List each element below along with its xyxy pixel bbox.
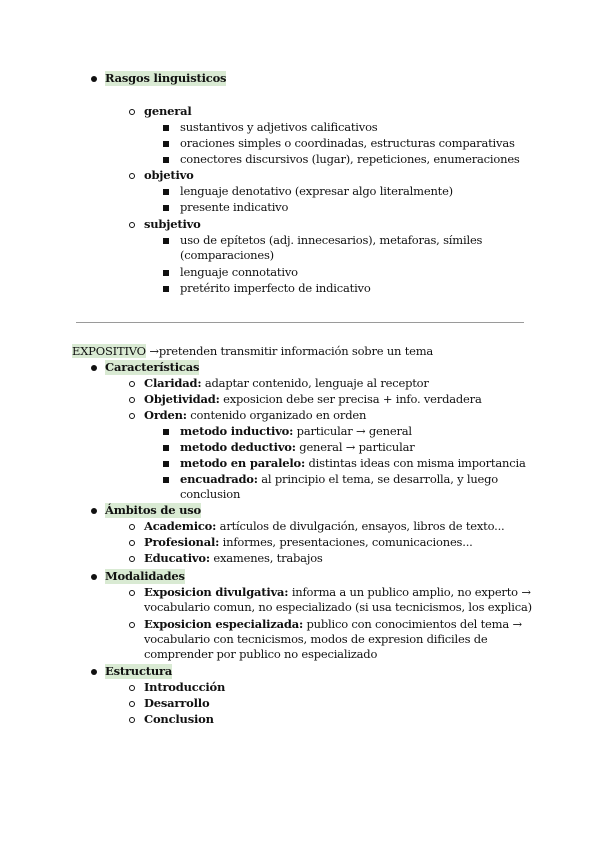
list-item-continuation: comprender por publico no especializado bbox=[144, 647, 378, 661]
list-item-encuadrado bbox=[180, 472, 498, 487]
term-text: informes, presentaciones, comunicaciones... bbox=[219, 535, 473, 549]
square-bullet-icon bbox=[163, 445, 169, 451]
list-item-continuation: vocabulario con tecnicismos, modos de expresion dificiles de bbox=[144, 632, 488, 646]
list-item: lenguaje denotativo (expresar algo literalmente) bbox=[180, 184, 453, 198]
term-text: artículos de divulgación, ensayos, libros de texto... bbox=[216, 519, 505, 533]
term-label: metodo en paralelo: bbox=[180, 456, 306, 470]
bullet-icon bbox=[91, 365, 97, 371]
term-label: metodo deductivo: bbox=[180, 440, 296, 454]
term-text: contenido organizado en orden bbox=[186, 408, 367, 422]
term-text: informa a un publico amplio, no experto → bbox=[288, 585, 531, 599]
circle-bullet-icon bbox=[129, 173, 135, 179]
term-label: encuadrado: bbox=[180, 472, 258, 486]
term-text: examenes, trabajos bbox=[209, 551, 323, 565]
expositivo-intro: →pretenden transmitir información sobre un tema bbox=[145, 344, 434, 358]
term-text: al principio el tema, se desarrolla, y luego bbox=[257, 472, 499, 486]
term-label: Claridad: bbox=[144, 376, 202, 390]
term-text: publico con conocimientos del tema → bbox=[303, 617, 522, 631]
circle-bullet-icon bbox=[129, 222, 135, 228]
term-label: Exposicion divulgativa: bbox=[144, 585, 289, 599]
list-item-estructura: Introducción bbox=[144, 680, 226, 694]
square-bullet-icon bbox=[163, 189, 169, 195]
circle-bullet-icon bbox=[129, 381, 135, 387]
circle-bullet-icon bbox=[129, 524, 135, 530]
term-label: Objetividad: bbox=[144, 392, 220, 406]
circle-bullet-icon bbox=[129, 622, 135, 628]
list-item-estructura: Desarrollo bbox=[144, 696, 210, 710]
square-bullet-icon bbox=[163, 286, 169, 292]
horizontal-divider bbox=[76, 322, 524, 323]
term-text: general → particular bbox=[295, 440, 415, 454]
term-label: Orden: bbox=[144, 408, 187, 422]
list-item-continuation: conclusion bbox=[180, 487, 241, 501]
expositivo-intro-line bbox=[72, 344, 433, 359]
bullet-icon bbox=[91, 574, 97, 580]
section-heading-caracteristicas: Características bbox=[105, 360, 200, 374]
subheading-general: general bbox=[144, 104, 192, 118]
list-item: conectores discursivos (lugar), repeticiones, enumeraciones bbox=[180, 152, 520, 166]
list-item-metodo bbox=[180, 456, 526, 471]
term-label: Profesional: bbox=[144, 535, 220, 549]
section-heading-modalidades: Modalidades bbox=[105, 569, 185, 583]
list-item-ambito bbox=[144, 519, 504, 534]
term-text: exposicion debe ser precisa + info. verdadera bbox=[219, 392, 482, 406]
circle-bullet-icon bbox=[129, 109, 135, 115]
list-item-objetividad bbox=[144, 392, 482, 407]
list-item: oraciones simples o coordinadas, estructuras comparativas bbox=[180, 136, 515, 150]
subheading-subjetivo: subjetivo bbox=[144, 217, 201, 231]
list-item: lenguaje connotativo bbox=[180, 265, 298, 279]
list-item-modalidad bbox=[144, 585, 531, 600]
square-bullet-icon bbox=[163, 125, 169, 131]
list-item: uso de epítetos (adj. innecesarios), metaforas, símiles bbox=[180, 233, 483, 247]
square-bullet-icon bbox=[163, 461, 169, 467]
section-heading-ambitos: Ámbitos de uso bbox=[105, 503, 202, 517]
circle-bullet-icon bbox=[129, 590, 135, 596]
expositivo-title: EXPOSITIVO bbox=[72, 344, 146, 358]
circle-bullet-icon bbox=[129, 717, 135, 723]
list-item-ambito bbox=[144, 535, 473, 550]
square-bullet-icon bbox=[163, 238, 169, 244]
section-heading-estructura: Estructura bbox=[105, 664, 173, 678]
circle-bullet-icon bbox=[129, 413, 135, 419]
list-item-claridad bbox=[144, 376, 429, 391]
list-item-estructura: Conclusion bbox=[144, 712, 214, 726]
bullet-icon bbox=[91, 508, 97, 514]
term-text: particular → general bbox=[293, 424, 412, 438]
circle-bullet-icon bbox=[129, 685, 135, 691]
square-bullet-icon bbox=[163, 205, 169, 211]
bullet-icon bbox=[91, 76, 97, 82]
square-bullet-icon bbox=[163, 429, 169, 435]
list-item-modalidad bbox=[144, 617, 522, 632]
section-heading-rasgos: Rasgos linguisticos bbox=[105, 71, 227, 85]
square-bullet-icon bbox=[163, 141, 169, 147]
list-item-metodo bbox=[180, 424, 412, 439]
list-item: presente indicativo bbox=[180, 200, 289, 214]
term-text: adaptar contenido, lenguaje al receptor bbox=[201, 376, 429, 390]
list-item-metodo bbox=[180, 440, 415, 455]
list-item-ambito bbox=[144, 551, 323, 566]
list-item-continuation: (comparaciones) bbox=[180, 248, 274, 262]
term-text: distintas ideas con misma importancia bbox=[305, 456, 526, 470]
term-label: Academico: bbox=[144, 519, 217, 533]
list-item: sustantivos y adjetivos calificativos bbox=[180, 120, 378, 134]
term-label: metodo inductivo: bbox=[180, 424, 294, 438]
square-bullet-icon bbox=[163, 270, 169, 276]
term-label: Educativo: bbox=[144, 551, 210, 565]
circle-bullet-icon bbox=[129, 556, 135, 562]
subheading-objetivo: objetivo bbox=[144, 168, 194, 182]
list-item-continuation: vocabulario comun, no especializado (si usa tecnicismos, los explica) bbox=[144, 600, 532, 614]
circle-bullet-icon bbox=[129, 540, 135, 546]
term-label: Exposicion especializada: bbox=[144, 617, 304, 631]
circle-bullet-icon bbox=[129, 397, 135, 403]
list-item: pretérito imperfecto de indicativo bbox=[180, 281, 371, 295]
square-bullet-icon bbox=[163, 157, 169, 163]
circle-bullet-icon bbox=[129, 701, 135, 707]
list-item-orden bbox=[144, 408, 366, 423]
bullet-icon bbox=[91, 669, 97, 675]
square-bullet-icon bbox=[163, 477, 169, 483]
